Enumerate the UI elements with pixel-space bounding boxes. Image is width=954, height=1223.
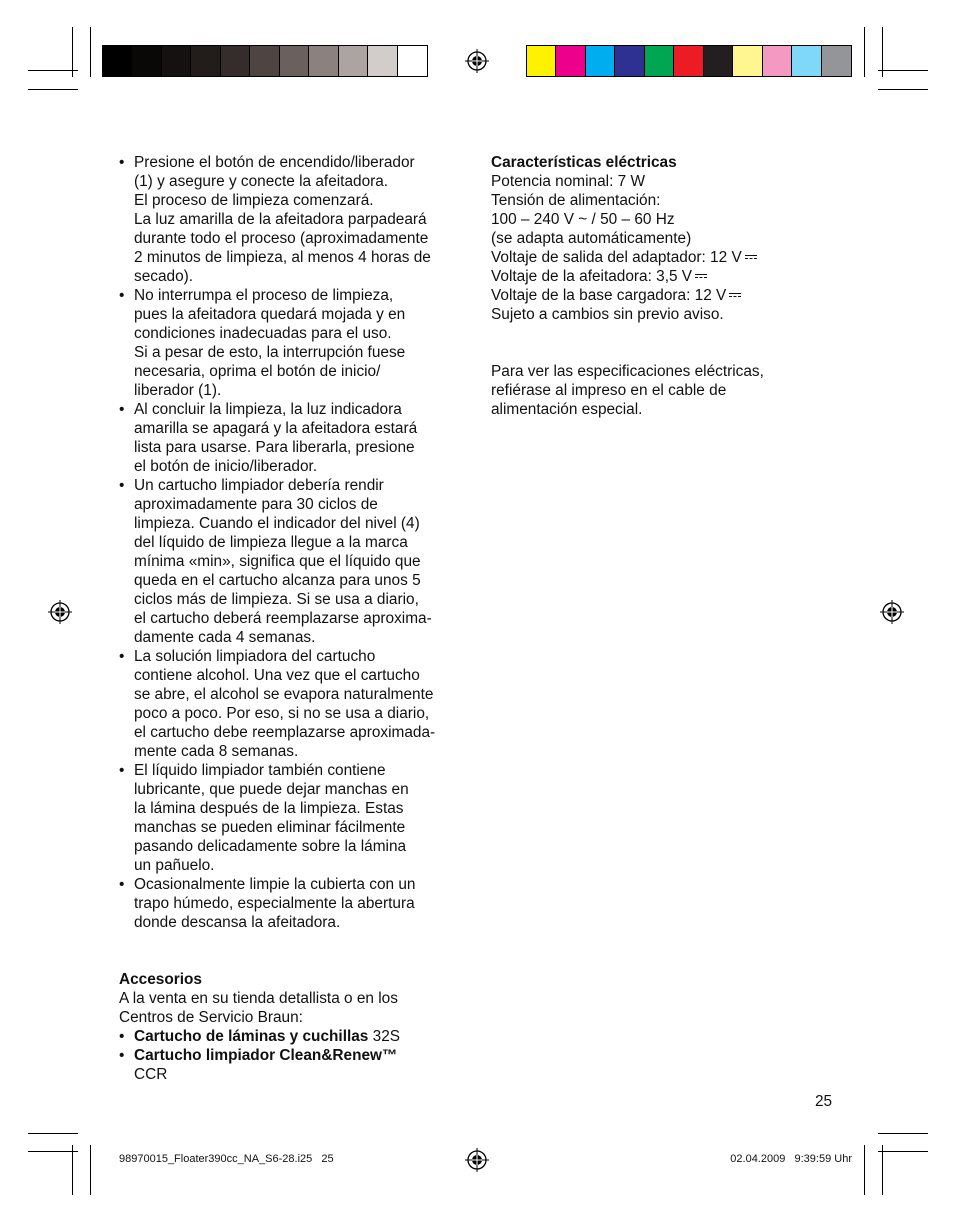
color-swatch [398,46,427,76]
crop-mark [28,89,78,90]
slug-filename: 98970015_Floater390cc_NA_S6-28.i25 25 [119,1153,334,1165]
list-item [119,1027,469,1046]
color-swatch [339,46,368,76]
list-item: • Al concluir la limpieza, la luz indicadora amarilla se apagará y la afeitadora estará lista para usarse. Para liberarla, presione el botón de inicio/liberador. [119,400,469,476]
dc-symbol-icon [729,293,741,299]
color-swatch [103,46,132,76]
crop-mark [882,1145,883,1195]
spec-adapter-output [491,248,811,267]
spec-note: Para ver las especificaciones eléctricas, refiérase al impreso en el cable de alimentación especial. [491,363,764,418]
color-swatch [368,46,397,76]
crop-mark [28,1133,78,1134]
color-swatch [645,46,674,76]
grayscale-color-bar [102,45,428,77]
accessory-code: CCR [134,1066,168,1083]
color-swatch [309,46,338,76]
list-item: • Un cartucho limpiador debería rendir aproximadamente para 30 ciclos de limpieza. Cuando el indicador del nivel (4) del líquido de limpieza llegue a la marca mínima «min», significa que el líquido que queda en el cartucho alcanza para unos 5 ciclos más de limpieza. Si se usa a diario, el cartucho deberá reemplazarse aproxima- damente cada 4 semanas. [119,476,469,647]
list-item: • Ocasionalmente limpie la cubierta con un trapo húmedo, especialmente la abertura donde descansa la afeitadora. [119,875,469,932]
left-column [119,153,469,1084]
dc-symbol-icon [745,255,757,261]
accessories-intro: A la venta en su tienda detallista o en los Centros de Servicio Braun: [119,990,398,1026]
spec-supply-note: (se adapta automáticamente) [491,230,692,247]
accessory-code: 32S [372,1028,401,1045]
crop-mark [878,70,928,71]
color-swatch [674,46,703,76]
right-column [491,153,811,419]
list-item [119,1046,469,1084]
accessories-heading: Accesorios [119,971,202,988]
list-item: • Presione el botón de encendido/liberador (1) y asegure y conecte la afeitadora. El proceso de limpieza comenzará. La luz amarilla de la afeitadora parpadeará durante todo el proceso (aproximadamente 2 minutos de limpieza, al menos 4 horas de secado). [119,153,469,286]
crop-mark [864,27,865,77]
registration-mark-icon [880,600,904,624]
color-swatch [280,46,309,76]
spec-text: Voltaje de la base cargadora: 12 V [491,287,727,304]
crop-mark [28,1151,78,1152]
color-swatch [704,46,733,76]
registration-mark-icon [465,1148,489,1172]
electrical-heading: Características eléctricas [491,154,677,171]
list-item: • El líquido limpiador también contiene lubricante, que puede dejar manchas en la lámina después de la limpieza. Estas manchas se pueden eliminar fácilmente pasando delicadamente sobre la lámina un pañuelo. [119,761,469,875]
spec-text: Voltaje de la afeitadora: 3,5 V [491,268,693,285]
color-swatch [527,46,556,76]
color-swatch [822,46,851,76]
accessories-section [119,970,469,1084]
accessory-name: Cartucho limpiador Clean&Renew™ [134,1047,398,1064]
spec-base-voltage [491,286,811,305]
spec-supply-label: Tensión de alimentación: [491,192,661,209]
spec-supply-value: 100 – 240 V ~ / 50 – 60 Hz [491,211,675,228]
crop-mark [90,1145,91,1195]
accessory-name: Cartucho de láminas y cuchillas [134,1028,369,1045]
color-swatch [250,46,279,76]
crop-mark [878,1133,928,1134]
color-swatch [763,46,792,76]
color-swatch [132,46,161,76]
crop-mark [864,1145,865,1195]
color-swatch [586,46,615,76]
spec-power: Potencia nominal: 7 W [491,173,645,190]
dc-symbol-icon [695,274,707,280]
color-swatch [556,46,585,76]
color-swatch [221,46,250,76]
list-item: • La solución limpiadora del cartucho contiene alcohol. Una vez que el cartucho se abre, el alcohol se evapora naturalmente poco a poco. Por eso, si no se usa a diario, el cartucho debe reemplazarse aproximada- mente cada 8 semanas. [119,647,469,761]
page-number: 25 [815,1093,833,1110]
crop-mark [878,1151,928,1152]
color-swatch [792,46,821,76]
crop-mark [72,1145,73,1195]
crop-mark [90,27,91,77]
color-swatch [615,46,644,76]
spec-text: Voltaje de salida del adaptador: 12 V [491,249,742,266]
crop-mark [878,89,928,90]
registration-mark-icon [48,600,72,624]
process-color-bar [526,45,852,77]
color-swatch [733,46,762,76]
spec-notice: Sujeto a cambios sin previo aviso. [491,306,724,323]
accessories-list [119,1027,469,1084]
spec-shaver-voltage [491,267,811,286]
cleaning-instructions-list [119,153,469,932]
color-swatch [162,46,191,76]
color-swatch [191,46,220,76]
slug-datetime: 02.04.2009 9:39:59 Uhr [730,1153,852,1165]
list-item: • No interrumpa el proceso de limpieza, pues la afeitadora quedará mojada y en condiciones inadecuadas para el uso. Si a pesar de esto, la interrupción fuese necesaria, oprima el botón de inicio/ liberador (1). [119,286,469,400]
crop-mark [28,70,78,71]
registration-mark-icon [465,49,489,73]
